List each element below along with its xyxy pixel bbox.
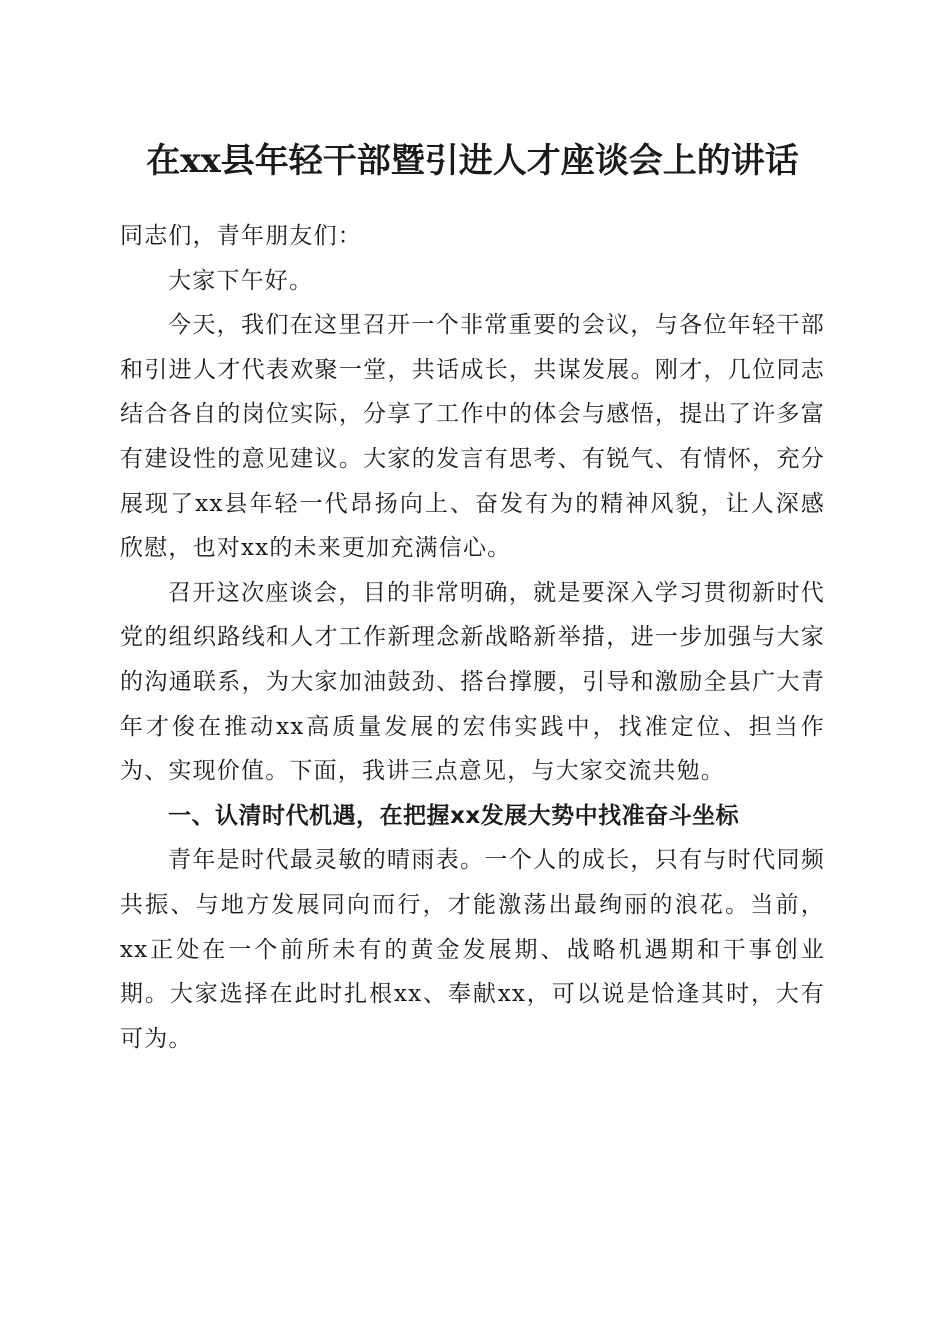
salutation: 同志们，青年朋友们： bbox=[120, 223, 362, 249]
paragraph-2: 召开这次座谈会，目的非常明确，就是要深入学习贯彻新时代党的组织路线和人才工作新理念新战略新举措，进一步加强与大家的沟通联系，为大家加油鼓劲、搭台撑腰，引导和激励全县广大青年才俊在推动xx高质量发展的宏伟实践中，找准定位、担当作为、实现价值。下面，我讲三点意见，与大家交流共勉。 bbox=[120, 579, 825, 785]
paragraph-1: 今天，我们在这里召开一个非常重要的会议，与各位年轻干部和引进人才代表欢聚一堂，共话成长，共谋发展。刚才，几位同志结合各自的岗位实际，分享了工作中的体会与感悟，提出了许多富有建设性的意见建议。大家的发言有思考、有锐气、有情怀，充分展现了xx县年轻一代昂扬向上、奋发有为的精神风貌，让人深感欣慰，也对xx的未来更加充满信心。 bbox=[120, 312, 825, 562]
greeting: 大家下午好。 bbox=[168, 267, 314, 294]
paragraph-3: 青年是时代最灵敏的晴雨表。一个人的成长，只有与时代同频共振、与地方发展同向而行，才能激荡出最绚丽的浪花。当前，xx正处在一个前所未有的黄金发展期、战略机遇期和干事创业期。大家选择在此时扎根xx、奉献xx，可以说是恰逢其时，大有可为。 bbox=[120, 847, 825, 1052]
document-title: 在xx县年轻干部暨引进人才座谈会上的讲话 bbox=[146, 141, 799, 181]
section-1-heading: 一、认清时代机遇，在把握xx发展大势中找准奋斗坐标 bbox=[168, 802, 740, 829]
document-page bbox=[120, 130, 825, 1061]
